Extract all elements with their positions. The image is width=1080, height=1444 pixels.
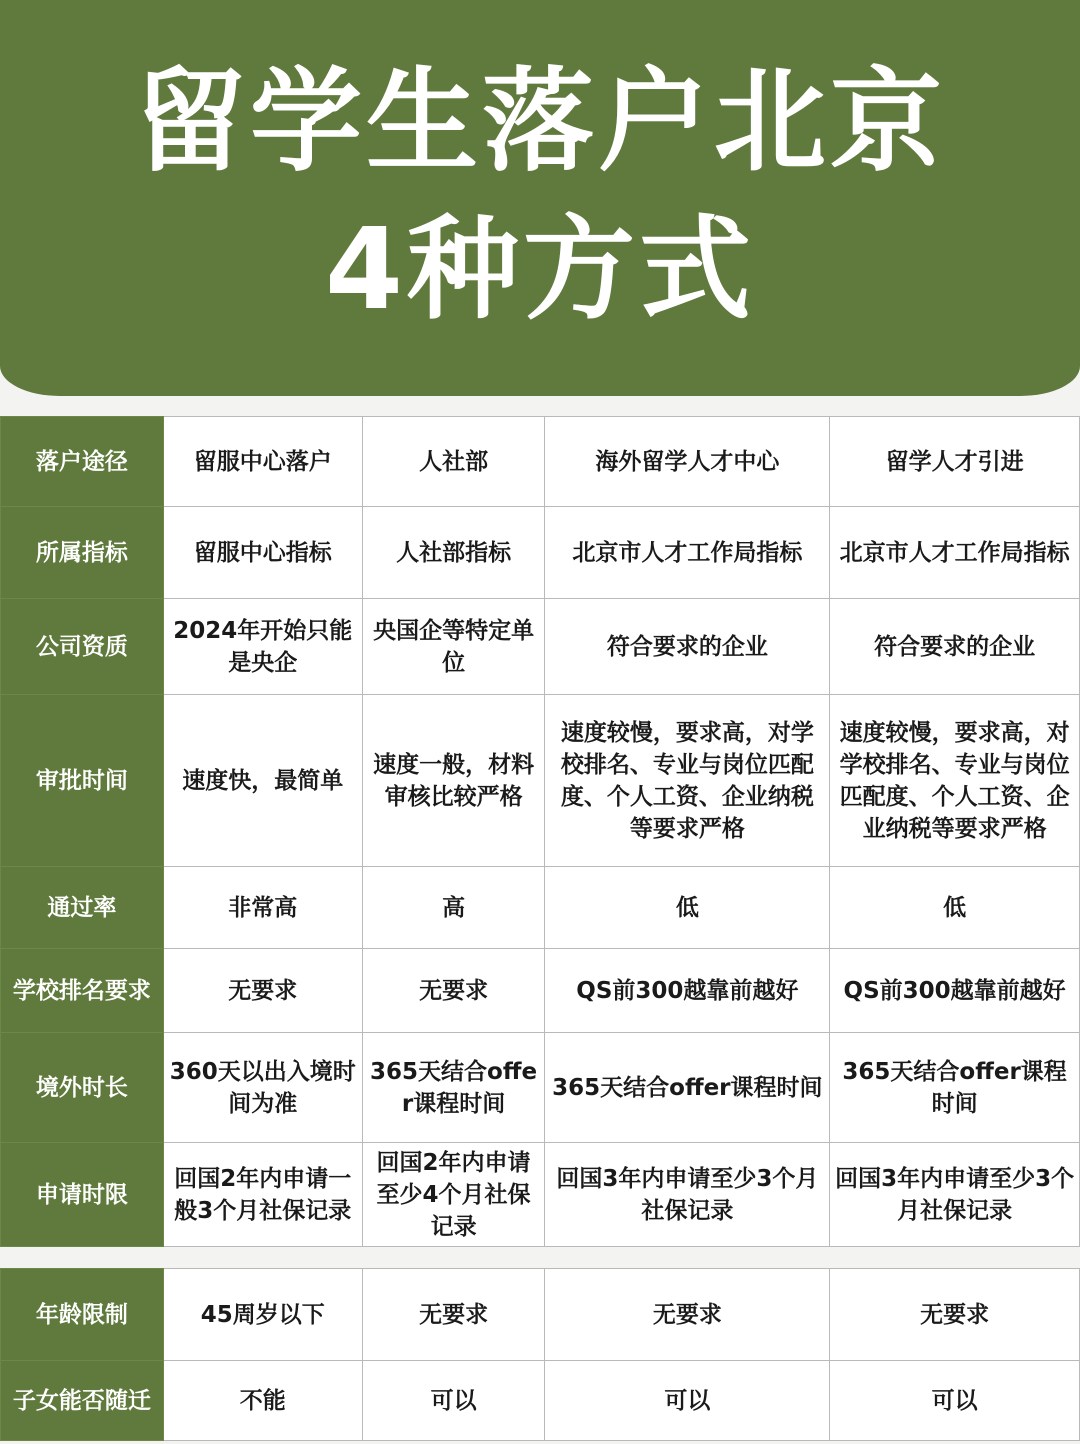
- table-cell: 速度快，最简单: [163, 695, 362, 867]
- comparison-table-extra: [0, 1268, 1080, 1441]
- table-cell: QS前300越靠前越好: [545, 949, 830, 1033]
- table-row: [1, 695, 1080, 867]
- table-cell: 2024年开始只能是央企: [163, 599, 362, 695]
- table-cell: 速度较慢，要求高，对学校排名、专业与岗位匹配度、个人工资、企业纳税等要求严格: [830, 695, 1080, 867]
- table-cell: 回国2年内申请至少4个月社保记录: [362, 1143, 545, 1247]
- table-cell: 无要求: [163, 949, 362, 1033]
- comparison-table: [0, 416, 1080, 1247]
- table-cell: 可以: [362, 1361, 545, 1441]
- table-cell: 人社部: [362, 417, 545, 507]
- table-cell: 北京市人才工作局指标: [830, 507, 1080, 599]
- table-cell: 无要求: [362, 949, 545, 1033]
- table-cell: 速度一般，材料审核比较严格: [362, 695, 545, 867]
- table-cell: 回国2年内申请一般3个月社保记录: [163, 1143, 362, 1247]
- table-cell: 无要求: [830, 1269, 1080, 1361]
- row-label: 申请时限: [1, 1143, 164, 1247]
- table-cell: 北京市人才工作局指标: [545, 507, 830, 599]
- table-cell: QS前300越靠前越好: [830, 949, 1080, 1033]
- table-cell: 海外留学人才中心: [545, 417, 830, 507]
- table-cell: 高: [362, 867, 545, 949]
- title-banner: [0, 0, 1080, 396]
- table-cell: 低: [830, 867, 1080, 949]
- table-cell: 365天结合offer课程时间: [545, 1033, 830, 1143]
- table-cell: 低: [545, 867, 830, 949]
- table-cell: 非常高: [163, 867, 362, 949]
- table-cell: 不能: [163, 1361, 362, 1441]
- table-cell: 人社部指标: [362, 507, 545, 599]
- table-cell: 速度较慢，要求高，对学校排名、专业与岗位匹配度、个人工资、企业纳税等要求严格: [545, 695, 830, 867]
- table-cell: 无要求: [362, 1269, 545, 1361]
- table-row: [1, 949, 1080, 1033]
- table-row: [1, 867, 1080, 949]
- table-cell: 无要求: [545, 1269, 830, 1361]
- table-cell: 回国3年内申请至少3个月社保记录: [830, 1143, 1080, 1247]
- table-row: [1, 599, 1080, 695]
- page-title: 留学生落户北京: [134, 57, 946, 187]
- row-label: 境外时长: [1, 1033, 164, 1143]
- row-label: 落户途径: [1, 417, 164, 507]
- table-cell: 365天结合offer课程时间: [362, 1033, 545, 1143]
- table-row: [1, 1033, 1080, 1143]
- table-row: [1, 417, 1080, 507]
- table-cell: 央国企等特定单位: [362, 599, 545, 695]
- table-cell: 可以: [830, 1361, 1080, 1441]
- row-label: 子女能否随迁: [1, 1361, 164, 1441]
- table-cell: 符合要求的企业: [830, 599, 1080, 695]
- table-row: [1, 1143, 1080, 1247]
- table-cell: 回国3年内申请至少3个月社保记录: [545, 1143, 830, 1247]
- row-label: 审批时间: [1, 695, 164, 867]
- row-label: 年龄限制: [1, 1269, 164, 1361]
- table-cell: 360天以出入境时间为准: [163, 1033, 362, 1143]
- page-subtitle: 4种方式: [325, 205, 755, 335]
- row-label: 通过率: [1, 867, 164, 949]
- row-label: 公司资质: [1, 599, 164, 695]
- table-cell: 365天结合offer课程时间: [830, 1033, 1080, 1143]
- table-cell: 留服中心落户: [163, 417, 362, 507]
- row-label: 所属指标: [1, 507, 164, 599]
- row-label: 学校排名要求: [1, 949, 164, 1033]
- table-row: [1, 1269, 1080, 1361]
- table-cell: 留服中心指标: [163, 507, 362, 599]
- table-cell: 可以: [545, 1361, 830, 1441]
- table-cell: 留学人才引进: [830, 417, 1080, 507]
- table-cell: 45周岁以下: [163, 1269, 362, 1361]
- table-row: [1, 1361, 1080, 1441]
- table-row: [1, 507, 1080, 599]
- table-cell: 符合要求的企业: [545, 599, 830, 695]
